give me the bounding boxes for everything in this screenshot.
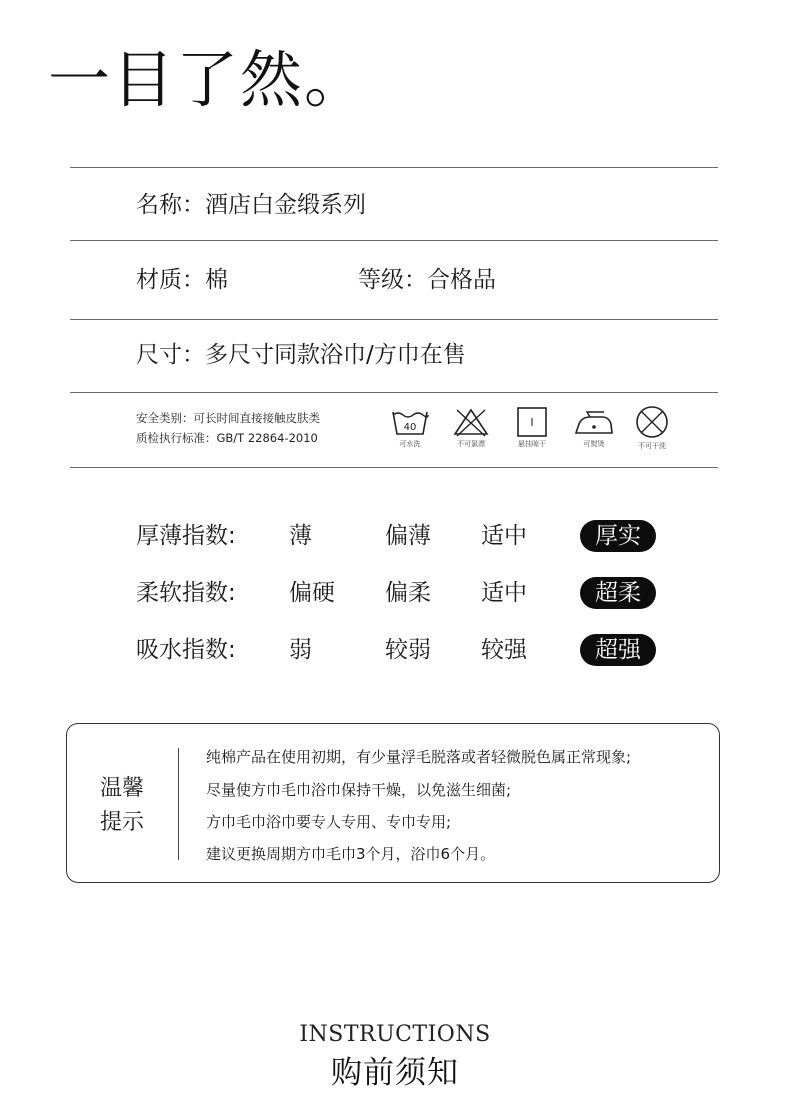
index-option: 偏柔 bbox=[385, 580, 431, 606]
care-item-dryclean bbox=[620, 405, 684, 451]
product-material: 材质：棉 bbox=[136, 267, 228, 293]
hang-dry-icon bbox=[512, 407, 552, 437]
tip-line: 建议更换周期方巾毛巾3个月，浴巾6个月。 bbox=[206, 845, 496, 863]
care-label: 可熨烫 bbox=[583, 440, 605, 448]
index-option: 弱 bbox=[289, 637, 312, 663]
index-option: 较弱 bbox=[385, 637, 431, 663]
tip-line: 方巾毛巾浴巾要专人专用、专巾专用; bbox=[206, 813, 452, 831]
iron-icon bbox=[574, 407, 614, 437]
no-dryclean-icon bbox=[632, 405, 672, 439]
care-label: 不可干洗 bbox=[638, 442, 666, 450]
index-option: 较强 bbox=[481, 637, 527, 663]
index-option: 适中 bbox=[481, 580, 527, 606]
care-label: 不可氯漂 bbox=[457, 440, 485, 448]
index-option: 适中 bbox=[481, 523, 527, 549]
index-label: 柔软指数: bbox=[136, 580, 236, 606]
divider-rule bbox=[70, 319, 718, 320]
tips-title bbox=[100, 772, 152, 840]
care-item-iron bbox=[562, 407, 626, 449]
product-grade: 等级：合格品 bbox=[358, 267, 496, 293]
footer-chinese-title: 购前须知 bbox=[331, 1055, 459, 1091]
care-label: 可水洗 bbox=[399, 440, 421, 448]
divider-rule bbox=[70, 392, 718, 393]
index-option: 偏薄 bbox=[385, 523, 431, 549]
tips-divider bbox=[178, 748, 179, 860]
wash-temperature: 40 bbox=[403, 422, 417, 433]
index-label: 吸水指数: bbox=[136, 637, 236, 663]
index-option: 偏硬 bbox=[289, 580, 335, 606]
tips-title-line: 提示 bbox=[100, 810, 145, 835]
dry-mark: I bbox=[530, 416, 534, 429]
tip-line: 尽量使方巾毛巾浴巾保持干燥，以免滋生细菌; bbox=[206, 781, 512, 799]
tips-title-line: 温馨 bbox=[100, 776, 145, 801]
index-selected-badge: 超柔 bbox=[580, 577, 656, 609]
care-item-dry bbox=[500, 407, 564, 449]
care-label: 悬挂晾干 bbox=[518, 440, 546, 448]
index-label: 厚薄指数: bbox=[136, 523, 236, 549]
product-name: 名称：酒店白金缎系列 bbox=[136, 192, 366, 218]
safety-category: 安全类别：可长时间直接接触皮肤类 bbox=[136, 411, 320, 425]
index-option: 薄 bbox=[289, 523, 312, 549]
no-bleach-icon bbox=[451, 407, 491, 437]
care-item-bleach bbox=[439, 407, 503, 449]
divider-rule bbox=[70, 240, 718, 241]
index-selected-badge: 厚实 bbox=[580, 520, 656, 552]
wash-40-icon bbox=[390, 407, 430, 437]
footer-english-title: INSTRUCTIONS bbox=[299, 1022, 491, 1047]
tip-line: 纯棉产品在使用初期，有少量浮毛脱落或者轻微脱色属正常现象; bbox=[206, 748, 632, 766]
product-size: 尺寸：多尺寸同款浴巾/方巾在售 bbox=[136, 342, 466, 368]
care-item-wash bbox=[378, 407, 442, 449]
divider-rule bbox=[70, 467, 718, 468]
divider-rule bbox=[70, 167, 718, 168]
page-heading: 一目了然。 bbox=[48, 43, 369, 116]
index-selected-badge: 超强 bbox=[580, 634, 656, 666]
quality-standard: 质检执行标准：GB/T 22864-2010 bbox=[136, 431, 318, 445]
